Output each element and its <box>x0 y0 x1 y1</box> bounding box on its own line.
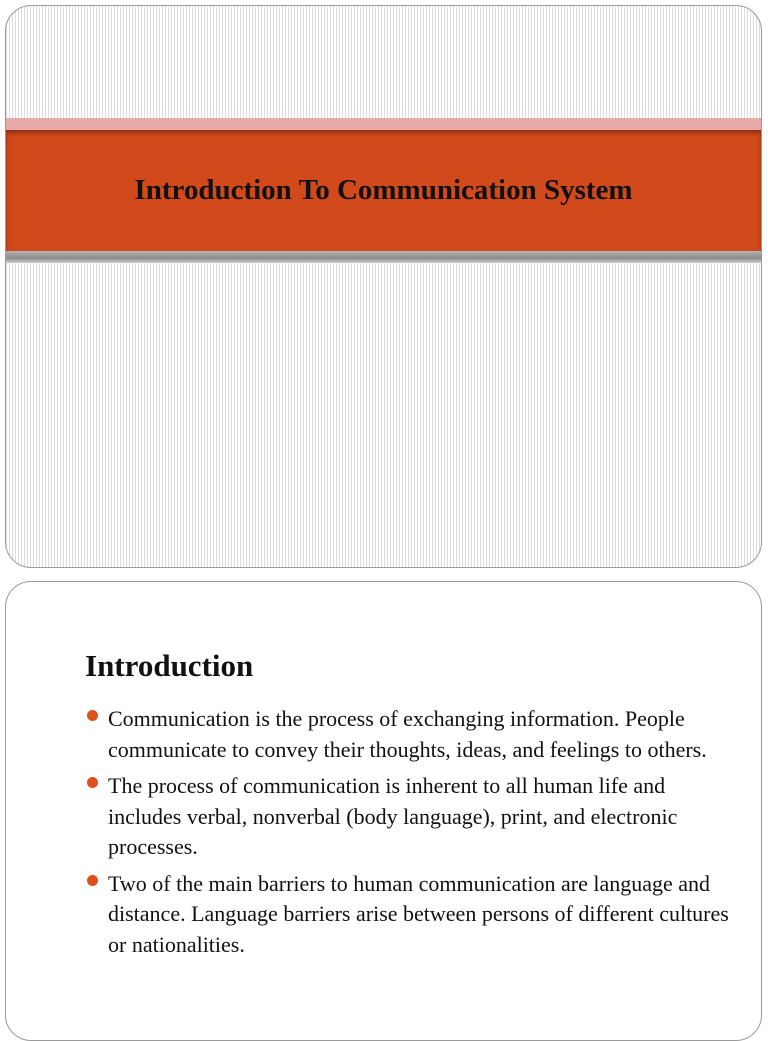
slide-heading: Introduction <box>85 648 254 683</box>
bullet-icon <box>87 777 98 788</box>
bullet-text: The process of communication is inherent to all human life and includes verbal, nonverbal (body language), print, and electronic processes. <box>108 773 678 859</box>
bullet-item <box>85 771 735 863</box>
bullet-text: Two of the main barriers to human communication are language and distance. Language barriers arise between persons of different cultures or nationalities. <box>108 870 729 957</box>
title-bottom-stripe <box>6 251 761 263</box>
bullet-item <box>85 704 735 765</box>
bullet-item <box>85 869 735 961</box>
title-slide <box>5 5 762 568</box>
slide-title: Introduction To Communication System <box>134 174 633 206</box>
title-top-stripe <box>6 118 761 130</box>
content-slide <box>5 581 762 1041</box>
bullet-icon <box>87 875 98 886</box>
bullet-icon <box>87 710 98 721</box>
bullet-text: Communication is the process of exchanging information. People communicate to convey their thoughts, ideas, and feelings to others. <box>108 706 707 762</box>
bullet-list <box>85 704 735 966</box>
